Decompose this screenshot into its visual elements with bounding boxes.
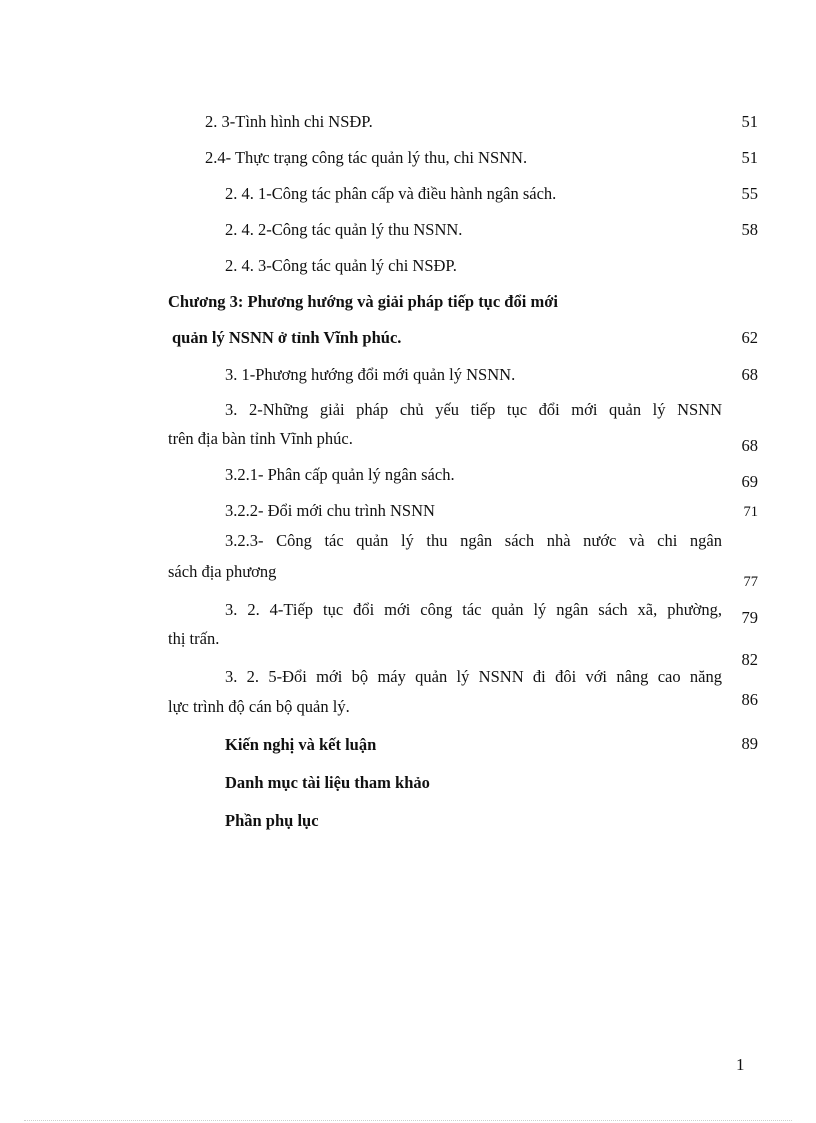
- toc-page-number: 82: [741, 650, 758, 669]
- toc-entry-recommendations: Kiến nghị và kết luận: [225, 735, 377, 754]
- toc-page-number: 51: [741, 148, 758, 167]
- page-bottom-divider: [24, 1120, 792, 1121]
- toc-entry-3-1: 3. 1-Phương hướng đổi mới quản lý NSNN.: [225, 365, 516, 384]
- toc-page-number: 68: [741, 365, 758, 384]
- toc-entry-3-2-2: 3.2.2- Đổi mới chu trình NSNN: [225, 501, 435, 520]
- toc-entry-2-4: 2.4- Thực trạng công tác quản lý thu, chi NSNN.: [205, 148, 528, 167]
- toc-entry-references: Danh mục tài liệu tham khảo: [225, 773, 430, 792]
- toc-entry-2-3: 2. 3-Tình hình chi NSĐP.: [205, 112, 373, 131]
- toc-entry-3-2-3: 3.2.3- Công tác quản lý thu ngân sách nhà nước và chi ngân: [225, 531, 722, 550]
- toc-entry-3-2-4: 3. 2. 4-Tiếp tục đổi mới công tác quản lý ngân sách xã, phường,: [225, 600, 722, 619]
- toc-page-number: 71: [743, 504, 758, 520]
- toc-entry-3-2: 3. 2-Những giải pháp chủ yếu tiếp tục đổi mới quản lý NSNN: [225, 400, 722, 419]
- toc-entry-appendix: Phần phụ lục: [225, 811, 319, 830]
- toc-page-number: 62: [741, 328, 758, 347]
- toc-entry-2-4-2: 2. 4. 2-Công tác quản lý thu NSNN.: [225, 220, 463, 239]
- page-number: 1: [736, 1055, 745, 1074]
- toc-entry-2-4-3: 2. 4. 3-Công tác quản lý chi NSĐP.: [225, 256, 457, 275]
- toc-chapter-3-heading: Chương 3: Phương hướng và giải pháp tiếp tục đổi mới: [168, 292, 558, 311]
- toc-entry-3-2-1: 3.2.1- Phân cấp quản lý ngân sách.: [225, 465, 455, 484]
- toc-entry-3-2-line2: trên địa bàn tỉnh Vĩnh phúc.: [168, 429, 353, 448]
- toc-chapter-3-heading-line2: quản lý NSNN ở tỉnh Vĩnh phúc.: [172, 328, 402, 347]
- toc-entry-2-4-1: 2. 4. 1-Công tác phân cấp và điều hành ngân sách.: [225, 184, 557, 203]
- toc-page-number: 51: [741, 112, 758, 131]
- toc-page-number: 68: [741, 436, 758, 455]
- toc-entry-3-2-3-line2: sách địa phương: [168, 562, 277, 581]
- toc-page-number: 58: [741, 220, 758, 239]
- toc-page-number: 55: [741, 184, 758, 203]
- toc-page-number: 77: [743, 574, 758, 590]
- toc-page-number: 79: [741, 608, 758, 627]
- toc-entry-3-2-5-line2: lực trình độ cán bộ quản lý.: [168, 697, 350, 716]
- toc-page-number: 86: [741, 690, 758, 709]
- toc-entry-3-2-4-line2: thị trấn.: [168, 629, 220, 648]
- toc-entry-3-2-5: 3. 2. 5-Đổi mới bộ máy quản lý NSNN đi đôi với nâng cao năng: [225, 667, 722, 686]
- toc-page-number: 69: [741, 472, 758, 491]
- toc-page-number: 89: [741, 734, 758, 753]
